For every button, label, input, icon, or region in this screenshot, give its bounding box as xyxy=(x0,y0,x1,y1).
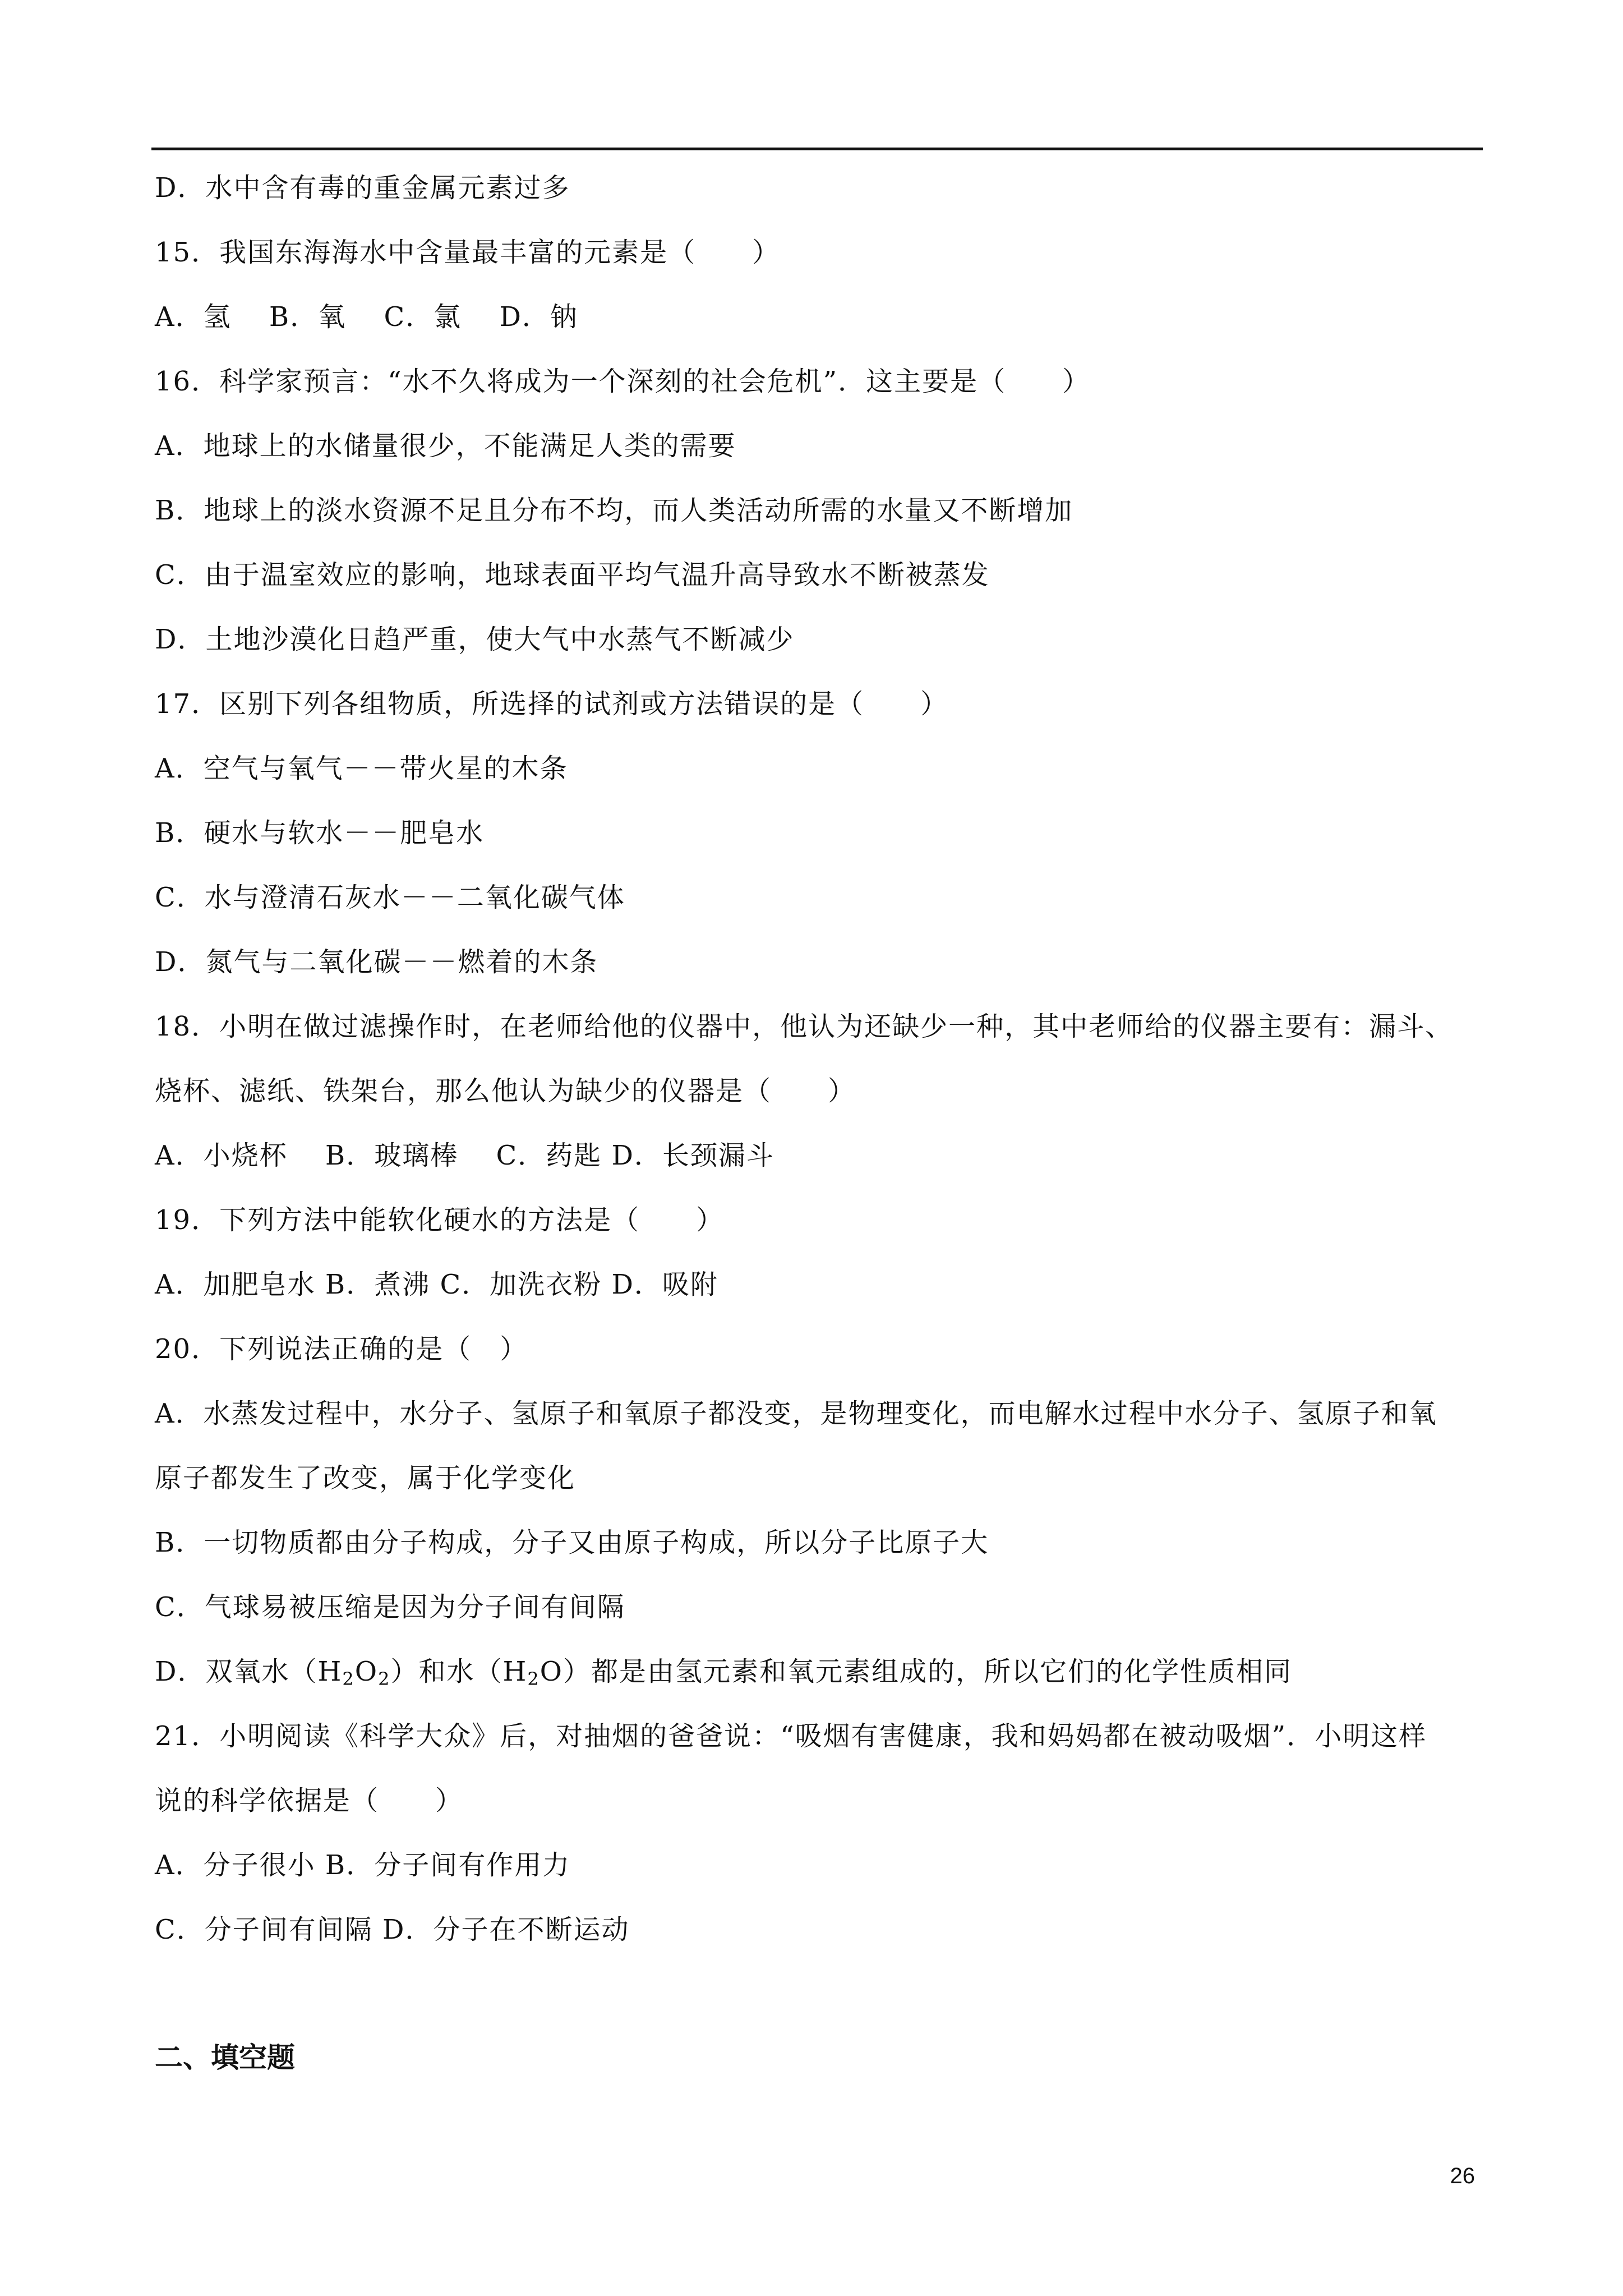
text-line-chemical-formulas: D．双氧水$(H_2O_2)$和水$(H_2O)$都是由氢元素和氧元素组成的，所以它们的化学性质相同 xyxy=(155,1656,1293,1690)
text-line: C．分子间有间隔 D．分子在不断运动 xyxy=(155,1914,630,1945)
text-line: A．水蒸发过程中，水分子、氢原子和氧原子都没变，是物理变化，而电解水过程中水分子、氢原子和氧 xyxy=(155,1398,1437,1429)
text-line: A．小烧杯 B．玻璃棒 C．药匙 D．长颈漏斗 xyxy=(155,1140,774,1171)
header-rule xyxy=(151,148,1483,150)
text-line: A．氢 B．氧 C．氯 D．钠 xyxy=(155,301,578,333)
question-18: 18．小明在做过滤操作时，在老师给他的仪器中，他认为还缺少一种，其中老师给的仪器主要有：漏斗、 xyxy=(155,1011,1454,1042)
text-line: 烧杯、滤纸、铁架台，那么他认为缺少的仪器是（ ） xyxy=(155,1075,856,1107)
text-line: C．气球易被压缩是因为分子间有间隔 xyxy=(155,1591,625,1623)
text-line: C．水与澄清石灰水－－二氧化碳气体 xyxy=(155,882,625,913)
question-20: 20．下列说法正确的是（ ） xyxy=(155,1333,528,1365)
question-17: 17．区别下列各组物质，所选择的试剂或方法错误的是（ ） xyxy=(155,688,949,720)
question-15: 15．我国东海海水中含量最丰富的元素是（ ） xyxy=(155,237,781,268)
question-16: 16．科学家预言：“水不久将成为一个深刻的社会危机”．这主要是（ ） xyxy=(155,366,1091,397)
text-line: B．硬水与软水－－肥皂水 xyxy=(155,817,485,849)
text-line: D．水中含有毒的重金属元素过多 xyxy=(155,172,570,204)
text-line: A．分子很小 B．分子间有作用力 xyxy=(155,1849,571,1881)
question-21: 21．小明阅读《科学大众》后，对抽烟的爸爸说：“吸烟有害健康，我和妈妈都在被动吸烟”．小明这样 xyxy=(155,1720,1427,1752)
page-number: 26 xyxy=(1450,2164,1475,2188)
text-line: 原子都发生了改变，属于化学变化 xyxy=(155,1462,576,1494)
text-line: B．一切物质都由分子构成，分子又由原子构成，所以分子比原子大 xyxy=(155,1527,989,1558)
text-line: 说的科学依据是（ ） xyxy=(155,1785,464,1816)
text-line: C．由于温室效应的影响，地球表面平均气温升高导致水不断被蒸发 xyxy=(155,559,990,591)
text-line: D．土地沙漠化日趋严重，使大气中水蒸气不断减少 xyxy=(155,624,795,655)
text-line: B．地球上的淡水资源不足且分布不均，而人类活动所需的水量又不断增加 xyxy=(155,495,1073,526)
text-line: A．空气与氧气－－带火星的木条 xyxy=(155,753,568,784)
text-line: D．氮气与二氧化碳－－燃着的木条 xyxy=(155,946,598,978)
section-title: 二、填空题 xyxy=(155,2041,295,2074)
text-line: A．加肥皂水 B．煮沸 C．加洗衣粉 D．吸附 xyxy=(155,1269,718,1300)
question-19: 19．下列方法中能软化硬水的方法是（ ） xyxy=(155,1204,725,1236)
text-line: A．地球上的水储量很少，不能满足人类的需要 xyxy=(155,430,736,462)
